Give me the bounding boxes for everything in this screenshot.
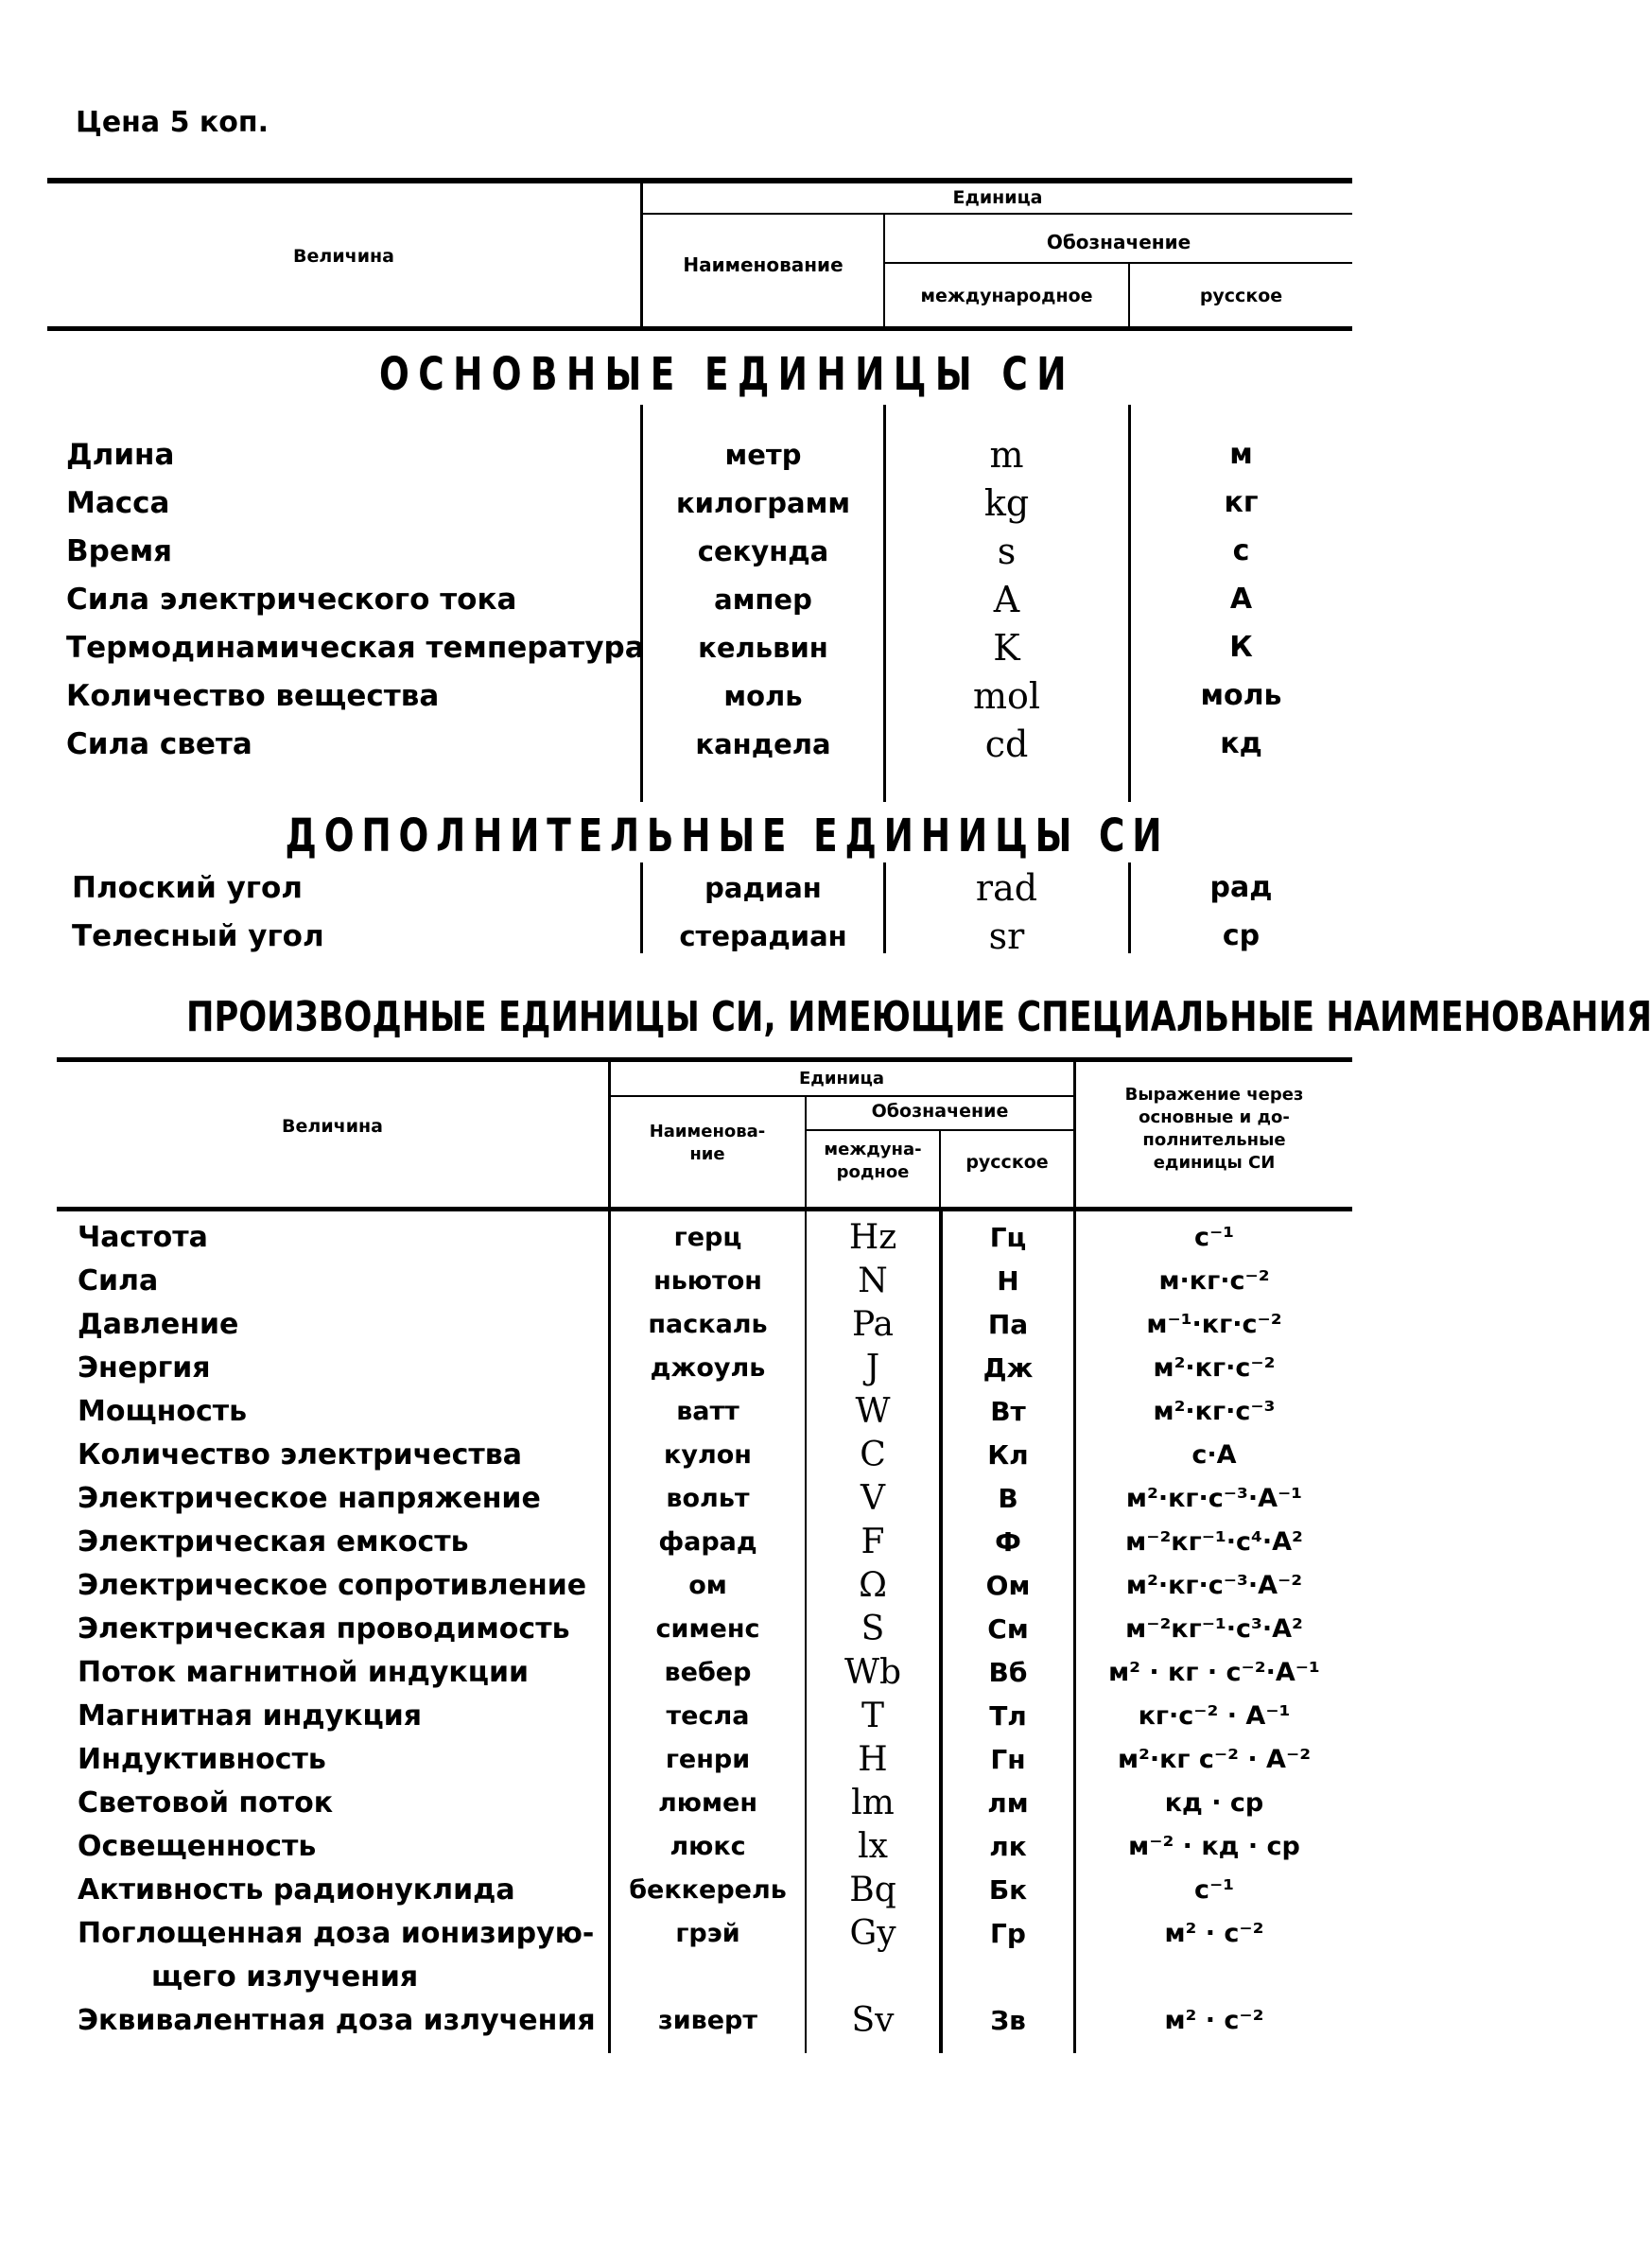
- quantity-cell: Поглощенная доза ионизирую-: [78, 1917, 595, 1950]
- expression-cell: м⁻²кг⁻¹·с³·А²: [1125, 1614, 1303, 1644]
- intl-symbol-cell: H: [858, 1740, 888, 1779]
- t2-header-unit: Единица: [799, 1069, 884, 1089]
- rus-symbol-cell: м: [1229, 438, 1253, 471]
- section-base-title: ОСНОВНЫЕ ЕДИНИЦЫ СИ: [379, 348, 1075, 401]
- rus-symbol-cell: В: [998, 1483, 1018, 1514]
- quantity-cell: Плоский угол: [72, 871, 304, 905]
- table-row: [0, 624, 1454, 671]
- intl-symbol-cell: A: [993, 579, 1020, 620]
- intl-symbol-cell: C: [860, 1436, 886, 1474]
- t2-header-russian: русское: [965, 1152, 1049, 1173]
- rus-symbol-cell: См: [987, 1613, 1029, 1645]
- unit-name-cell: сименс: [655, 1614, 760, 1644]
- intl-symbol-cell: Hz: [848, 1218, 897, 1257]
- quantity-cell: Электрическая емкость: [78, 1525, 469, 1559]
- section-supplementary-title: ДОПОЛНИТЕЛЬНЫЕ ЕДИНИЦЫ СИ: [285, 810, 1170, 862]
- rus-symbol-cell: кд: [1220, 727, 1262, 760]
- intl-symbol-cell: Gy: [849, 1914, 896, 1953]
- t1-header-quantity: Величина: [293, 246, 394, 267]
- unit-name-cell: моль: [723, 680, 803, 712]
- rus-symbol-cell: Ом: [985, 1570, 1031, 1601]
- expression-cell: с·А: [1191, 1440, 1237, 1470]
- quantity-cell: Поток магнитной индукции: [78, 1656, 530, 1689]
- unit-name-cell: люмен: [657, 1788, 758, 1818]
- unit-name-cell: генри: [665, 1745, 751, 1774]
- unit-name-cell: ватт: [676, 1397, 739, 1426]
- intl-symbol-cell: s: [997, 531, 1017, 572]
- rus-symbol-cell: Тл: [989, 1700, 1027, 1732]
- table-row: [0, 1477, 1454, 1521]
- quantity-cell: Освещенность: [78, 1830, 317, 1863]
- quantity-cell: Сила: [78, 1264, 159, 1298]
- unit-name-cell: люкс: [669, 1832, 746, 1861]
- t2-header-international: междуна- родное: [824, 1140, 922, 1182]
- quantity-cell: Термодинамическая температура: [66, 631, 645, 665]
- t2-header-designation: Обозначение: [871, 1101, 1009, 1122]
- rus-symbol-cell: Вт: [990, 1396, 1026, 1427]
- table-row: [0, 1782, 1454, 1825]
- table-row: [0, 1521, 1454, 1564]
- rus-symbol-cell: Вб: [988, 1657, 1028, 1688]
- table-row: [0, 1564, 1454, 1608]
- rus-symbol-cell: Ф: [995, 1526, 1021, 1558]
- table-row: [0, 721, 1454, 768]
- unit-name-cell: паскаль: [648, 1310, 768, 1339]
- unit-name-cell: секунда: [697, 535, 829, 567]
- intl-symbol-cell: W: [855, 1392, 891, 1431]
- rus-symbol-cell: К: [1229, 631, 1253, 664]
- table-row: [0, 864, 1454, 912]
- expression-cell: кд · ср: [1164, 1788, 1264, 1818]
- expression-cell: кг·с⁻² · А⁻¹: [1138, 1701, 1291, 1731]
- unit-name-cell: килограмм: [675, 487, 851, 519]
- section-derived-title: ПРОИЗВОДНЫЕ ЕДИНИЦЫ СИ, ИМЕЮЩИЕ СПЕЦИАЛЬНЫЕ НАИМЕНОВАНИЯ: [186, 993, 1652, 1041]
- unit-name-cell: радиан: [704, 872, 822, 904]
- intl-symbol-cell: T: [861, 1697, 884, 1735]
- expression-cell: м² · с⁻²: [1164, 2006, 1264, 2035]
- unit-name-cell: вебер: [664, 1658, 752, 1687]
- rus-symbol-cell: лк: [989, 1831, 1027, 1862]
- unit-name-cell: герц: [673, 1223, 742, 1252]
- intl-symbol-cell: F: [861, 1523, 885, 1561]
- quantity-cell: Индуктивность: [78, 1743, 326, 1776]
- quantity-cell: Время: [66, 534, 173, 568]
- quantity-cell: Длина: [66, 438, 175, 472]
- intl-symbol-cell: Wb: [843, 1653, 902, 1692]
- quantity-cell: Сила света: [66, 727, 252, 761]
- rus-symbol-cell: кг: [1224, 486, 1259, 519]
- rus-symbol-cell: Н: [997, 1265, 1019, 1297]
- quantity-cell: Электрическое сопротивление: [78, 1569, 587, 1602]
- quantity-cell: Электрическое напряжение: [78, 1482, 541, 1515]
- table-row: [0, 913, 1454, 960]
- intl-symbol-cell: K: [993, 627, 1020, 669]
- quantity-cell: Энергия: [78, 1351, 211, 1385]
- quantity-cell: Количество электричества: [78, 1438, 522, 1472]
- table-row: [0, 1608, 1454, 1651]
- unit-name-cell: джоуль: [650, 1353, 766, 1383]
- quantity-cell: Магнитная индукция: [78, 1699, 422, 1733]
- intl-symbol-cell: cd: [984, 723, 1029, 765]
- table-row: [0, 1303, 1454, 1347]
- table-row: [0, 1999, 1454, 2043]
- rus-symbol-cell: Кл: [987, 1439, 1029, 1471]
- quantity-cell-continuation: щего излучения: [151, 1960, 419, 1994]
- table-row: [0, 528, 1454, 575]
- intl-symbol-cell: N: [858, 1262, 888, 1300]
- unit-name-cell: грэй: [675, 1919, 740, 1948]
- intl-symbol-cell: sr: [988, 915, 1025, 957]
- unit-name-cell: кулон: [664, 1440, 752, 1470]
- expression-cell: м⁻²кг⁻¹·с⁴·А²: [1125, 1527, 1303, 1557]
- t2-header-quantity: Величина: [282, 1116, 383, 1137]
- expression-cell: м²·кг·с⁻³·А⁻²: [1125, 1571, 1303, 1600]
- table-row: [0, 576, 1454, 623]
- quantity-cell: Количество вещества: [66, 679, 440, 713]
- table-row: [0, 1825, 1454, 1869]
- expression-cell: м² · с⁻²: [1164, 1919, 1264, 1948]
- intl-symbol-cell: J: [865, 1349, 880, 1387]
- table-row: [0, 1260, 1454, 1303]
- table-row: [0, 1390, 1454, 1434]
- table-row: [0, 1869, 1454, 1912]
- expression-cell: с⁻¹: [1193, 1875, 1235, 1905]
- rus-symbol-cell: Бк: [988, 1874, 1028, 1906]
- unit-name-cell: ампер: [714, 584, 812, 616]
- table-row: [0, 1651, 1454, 1695]
- rus-symbol-cell: Гр: [990, 1918, 1026, 1949]
- t1-header-international: международное: [920, 286, 1093, 306]
- rus-symbol-cell: лм: [987, 1787, 1029, 1819]
- intl-symbol-cell: S: [861, 1610, 885, 1648]
- table-row: [0, 479, 1454, 527]
- intl-symbol-cell: mol: [972, 675, 1041, 717]
- unit-name-cell: кельвин: [698, 632, 828, 664]
- expression-cell: с⁻¹: [1193, 1223, 1235, 1252]
- t1-header-designation: Обозначение: [1046, 231, 1191, 253]
- expression-cell: м·кг·с⁻²: [1158, 1266, 1270, 1296]
- unit-name-cell: зиверт: [658, 2006, 757, 2035]
- t1-header-name: Наименование: [683, 253, 843, 276]
- rus-symbol-cell: Гц: [989, 1222, 1027, 1253]
- table-row: [0, 1695, 1454, 1738]
- expression-cell: м²·кг с⁻² · А⁻²: [1117, 1745, 1312, 1774]
- unit-name-cell: вольт: [666, 1484, 750, 1513]
- t2-header-name: Наименова- ние: [649, 1122, 766, 1164]
- intl-symbol-cell: rad: [975, 867, 1038, 909]
- table-row: [0, 1738, 1454, 1782]
- intl-symbol-cell: kg: [983, 482, 1030, 524]
- unit-name-cell: тесла: [666, 1701, 750, 1731]
- unit-name-cell: беккерель: [629, 1875, 787, 1905]
- rus-symbol-cell: рад: [1209, 871, 1273, 904]
- intl-symbol-cell: Ω: [859, 1566, 887, 1605]
- quantity-cell: Электрическая проводимость: [78, 1612, 570, 1646]
- quantity-cell: Сила электрического тока: [66, 583, 517, 617]
- table-row: [0, 1347, 1454, 1390]
- rus-symbol-cell: Гн: [990, 1744, 1026, 1775]
- quantity-cell: Масса: [66, 486, 170, 520]
- rus-symbol-cell: А: [1229, 583, 1253, 616]
- expression-cell: м²·кг·с⁻³: [1153, 1397, 1276, 1426]
- expression-cell: м²·кг·с⁻³·А⁻¹: [1125, 1484, 1303, 1513]
- rus-symbol-cell: ср: [1222, 919, 1261, 952]
- table-row: [0, 1216, 1454, 1260]
- expression-cell: м²·кг·с⁻²: [1153, 1353, 1276, 1383]
- quantity-cell: Давление: [78, 1308, 239, 1341]
- unit-name-cell: метр: [724, 439, 802, 471]
- rus-symbol-cell: Зв: [990, 2005, 1026, 2036]
- t2-header-expression: Выражение через основные и до- полнительные единицы СИ: [1124, 1085, 1304, 1173]
- rus-symbol-cell: Дж: [983, 1352, 1034, 1384]
- expression-cell: м⁻¹·кг·с⁻²: [1146, 1310, 1282, 1339]
- expression-cell: м⁻² · кд · ср: [1128, 1832, 1300, 1861]
- quantity-cell: Световой поток: [78, 1786, 334, 1820]
- quantity-cell: Мощность: [78, 1395, 248, 1428]
- intl-symbol-cell: lx: [858, 1827, 888, 1866]
- rus-symbol-cell: Па: [987, 1309, 1029, 1340]
- intl-symbol-cell: Pa: [851, 1305, 895, 1344]
- quantity-cell: Активность радионуклида: [78, 1873, 515, 1907]
- table-row: [0, 431, 1454, 479]
- quantity-cell: Телесный угол: [72, 919, 324, 953]
- unit-name-cell: ньютон: [653, 1266, 762, 1296]
- t1-header-unit: Единица: [952, 187, 1043, 208]
- unit-name-cell: стерадиан: [679, 920, 847, 952]
- table-row: [0, 1434, 1454, 1477]
- rus-symbol-cell: моль: [1200, 679, 1282, 712]
- rus-symbol-cell: с: [1232, 534, 1250, 567]
- intl-symbol-cell: m: [989, 434, 1024, 476]
- table-row: [0, 1912, 1454, 1999]
- quantity-cell: Эквивалентная доза излучения: [78, 2004, 596, 2037]
- unit-name-cell: ом: [688, 1571, 727, 1600]
- price-label: Цена 5 коп.: [76, 106, 270, 139]
- intl-symbol-cell: V: [861, 1479, 885, 1518]
- expression-cell: м² · кг · с⁻²·А⁻¹: [1108, 1658, 1320, 1687]
- intl-symbol-cell: Sv: [851, 2001, 895, 2040]
- intl-symbol-cell: lm: [851, 1784, 895, 1822]
- quantity-cell: Частота: [78, 1221, 208, 1254]
- unit-name-cell: фарад: [658, 1527, 757, 1557]
- unit-name-cell: кандела: [695, 728, 831, 760]
- intl-symbol-cell: Bq: [849, 1871, 896, 1909]
- table-row: [0, 672, 1454, 720]
- t1-header-russian: русское: [1199, 286, 1283, 306]
